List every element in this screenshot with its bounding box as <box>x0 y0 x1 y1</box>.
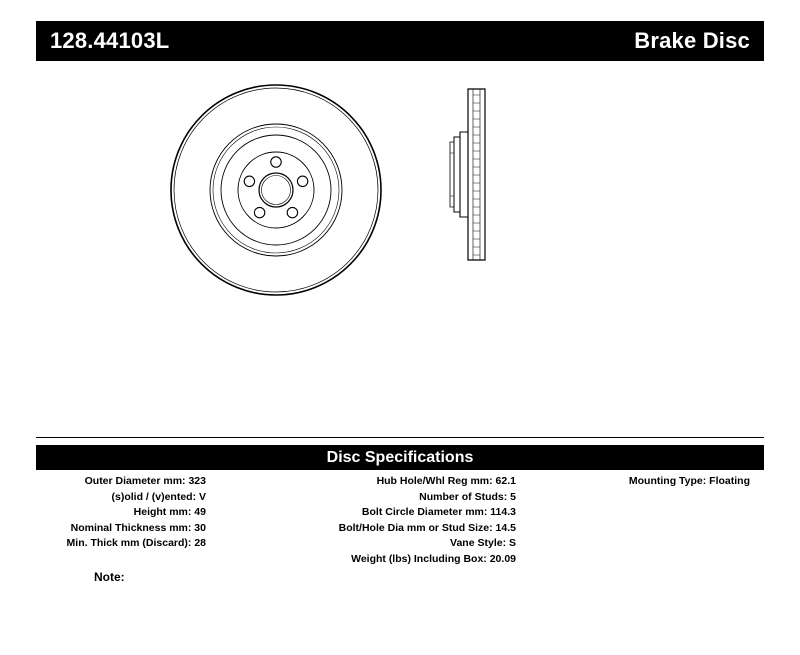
spec-line: Mounting Type: Floating <box>628 475 750 487</box>
spec-column-right <box>516 474 764 490</box>
spec-line: (s)olid / (v)ented: V <box>111 490 206 503</box>
spec-line: Number of Studs: 5 <box>419 490 516 503</box>
spec-line: Vane Style: S <box>450 537 516 549</box>
spec-title: Disc Specifications <box>326 448 474 466</box>
spec-line: Height mm: 49 <box>133 506 206 518</box>
spec-columns <box>36 474 764 567</box>
spec-column-left <box>36 474 206 552</box>
spec-line: Outer Diameter mm: 323 <box>84 475 206 487</box>
part-number: 128.44103L <box>50 28 170 53</box>
spec-column-middle <box>206 474 516 567</box>
product-type-label: Brake Disc <box>634 28 750 53</box>
brake-rotor-face-view <box>171 85 381 295</box>
brake-rotor-edge-view <box>450 89 485 260</box>
product-drawing <box>36 75 764 430</box>
spec-line: Nominal Thickness mm: 30 <box>70 521 206 534</box>
spec-title-bar <box>36 445 764 470</box>
spec-line: Bolt Circle Diameter mm: 114.3 <box>361 506 516 518</box>
spec-line: Min. Thick mm (Discard): 28 <box>66 537 206 549</box>
spec-line: Bolt/Hole Dia mm or Stud Size: 14.5 <box>338 521 516 534</box>
spec-line: Weight (lbs) Including Box: 20.09 <box>351 552 516 565</box>
section-divider <box>36 437 764 438</box>
spec-line: Hub Hole/Whl Reg mm: 62.1 <box>376 475 516 487</box>
note-label: Note: <box>94 570 125 584</box>
header-bar <box>36 21 764 61</box>
